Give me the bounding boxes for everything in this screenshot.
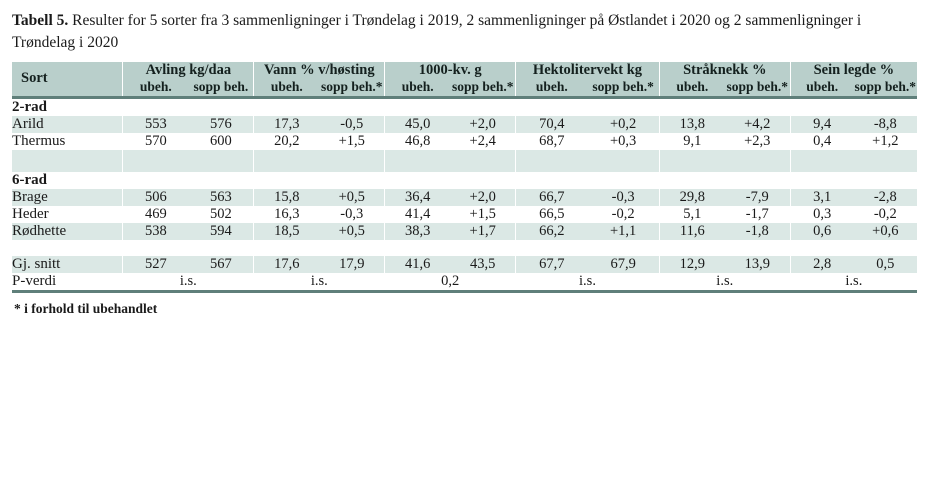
- empty-cell: [854, 99, 917, 116]
- cell-value: -0,2: [854, 206, 917, 223]
- empty-cell: [587, 99, 659, 116]
- spacer-cell: [516, 240, 588, 256]
- spacer-cell: [254, 150, 319, 172]
- cell-value: 17,6: [254, 256, 319, 273]
- cell-value: 70,4: [516, 116, 588, 133]
- table-row: [12, 189, 917, 206]
- cell-value: 68,7: [516, 133, 588, 150]
- cell-value: 66,2: [516, 223, 588, 240]
- cell-value: 13,8: [659, 116, 724, 133]
- cell-value: 600: [188, 133, 253, 150]
- cell-value: 38,3: [385, 223, 450, 240]
- cell-value: -1,8: [725, 223, 790, 240]
- cell-value: 570: [123, 133, 188, 150]
- sub-header-hektoliter-ubeh: ubeh.: [516, 79, 588, 96]
- cell-value-pverdi: i.s.: [254, 273, 385, 290]
- empty-cell: [450, 172, 515, 189]
- cell-value: 9,1: [659, 133, 724, 150]
- sub-header-legde-sopp: sopp beh.*: [854, 79, 917, 95]
- spacer-cell: [385, 240, 450, 256]
- row-label: Arild: [12, 116, 123, 133]
- cell-value: +2,0: [450, 116, 515, 133]
- cell-value: 16,3: [254, 206, 319, 223]
- table-row: [12, 133, 917, 150]
- cell-value: 17,9: [319, 256, 384, 273]
- cell-value: 41,6: [385, 256, 450, 273]
- cell-value: -8,8: [854, 116, 917, 133]
- col-header-sein-legde: Sein legde %: [790, 62, 917, 79]
- table-row: [12, 150, 917, 172]
- row-label-gj-snitt: Gj. snitt: [12, 256, 123, 273]
- cell-value: 66,7: [516, 189, 588, 206]
- cell-value: -1,7: [725, 206, 790, 223]
- cell-value: 527: [123, 256, 188, 273]
- cell-value: 29,8: [659, 189, 724, 206]
- cell-value: 576: [188, 116, 253, 133]
- cell-value: 0,3: [790, 206, 853, 223]
- spacer-cell: [790, 240, 853, 256]
- spacer-cell: [587, 150, 659, 172]
- cell-value: 13,9: [725, 256, 790, 273]
- table-row-pverdi: [12, 273, 917, 290]
- section-title-6rad: 6-rad: [12, 172, 123, 189]
- cell-value: 67,7: [516, 256, 588, 273]
- cell-value: 567: [188, 256, 253, 273]
- spacer-cell: [450, 150, 515, 172]
- cell-value-pverdi: i.s.: [516, 273, 660, 290]
- empty-cell: [587, 172, 659, 189]
- table-group-header-row: [12, 62, 917, 79]
- col-header-hektolitervekt: Hektolitervekt kg: [516, 62, 660, 79]
- cell-value: 0,5: [854, 256, 917, 273]
- table-sub-header-row: [12, 79, 917, 96]
- empty-cell: [790, 99, 853, 116]
- cell-value: 67,9: [587, 256, 659, 273]
- cell-value: 563: [188, 189, 253, 206]
- divider-cell: [12, 290, 917, 293]
- cell-value: 0,4: [790, 133, 853, 150]
- spacer-cell: [516, 150, 588, 172]
- caption-text: Resulter for 5 sorter fra 3 sammenligninger i Trøndelag i 2019, 2 sammenligninger på Østlandet i 2020 og 2 sammenligninger i Trøndelag i 2020: [12, 12, 862, 51]
- cell-value: 45,0: [385, 116, 450, 133]
- spacer-cell: [854, 150, 917, 172]
- cell-value: 41,4: [385, 206, 450, 223]
- cell-value: +0,5: [319, 223, 384, 240]
- empty-cell: [790, 172, 853, 189]
- row-label: Rødhette: [12, 223, 123, 240]
- spacer-cell: [587, 240, 659, 256]
- empty-cell: [123, 99, 188, 116]
- col-header-straknekk: Stråknekk %: [659, 62, 790, 79]
- col-header-vann: Vann % v/høsting: [254, 62, 385, 79]
- cell-value: 506: [123, 189, 188, 206]
- cell-value-pverdi: i.s.: [123, 273, 254, 290]
- cell-value: 17,3: [254, 116, 319, 133]
- cell-value: +0,2: [587, 116, 659, 133]
- spacer-cell: [188, 150, 253, 172]
- cell-value: -2,8: [854, 189, 917, 206]
- cell-value: 36,4: [385, 189, 450, 206]
- caption-label: Tabell 5.: [12, 12, 69, 29]
- empty-cell: [854, 172, 917, 189]
- spacer-cell: [659, 240, 724, 256]
- cell-value: 20,2: [254, 133, 319, 150]
- sub-header-avling-sopp: sopp beh.: [188, 79, 253, 96]
- empty-cell: [385, 172, 450, 189]
- spacer-cell: [725, 150, 790, 172]
- cell-value: +1,5: [450, 206, 515, 223]
- empty-cell: [659, 172, 724, 189]
- table-row: [12, 116, 917, 133]
- cell-value: +0,3: [587, 133, 659, 150]
- cell-value: -0,3: [587, 189, 659, 206]
- cell-value: +2,4: [450, 133, 515, 150]
- cell-value: 11,6: [659, 223, 724, 240]
- cell-value: 18,5: [254, 223, 319, 240]
- empty-cell: [319, 172, 384, 189]
- cell-value: 3,1: [790, 189, 853, 206]
- cell-value: +0,5: [319, 189, 384, 206]
- table-caption: [12, 10, 917, 54]
- spacer-cell: [385, 150, 450, 172]
- cell-value: 0,6: [790, 223, 853, 240]
- cell-value: -0,3: [319, 206, 384, 223]
- col-header-avling: Avling kg/daa: [123, 62, 254, 79]
- cell-value: 12,9: [659, 256, 724, 273]
- empty-cell: [319, 99, 384, 116]
- cell-value: +2,0: [450, 189, 515, 206]
- cell-value: +1,1: [587, 223, 659, 240]
- empty-cell: [450, 99, 515, 116]
- spacer-cell: [12, 150, 123, 172]
- col-header-tusenkorn: 1000-kv. g: [385, 62, 516, 79]
- row-label-pverdi: P-verdi: [12, 273, 123, 290]
- sub-header-vann-sopp: sopp beh.*: [319, 79, 384, 96]
- table-row-summary: [12, 256, 917, 273]
- empty-cell: [188, 99, 253, 116]
- cell-value-pverdi: i.s.: [790, 273, 917, 290]
- spacer-cell: [450, 240, 515, 256]
- empty-cell: [516, 99, 588, 116]
- empty-cell: [725, 99, 790, 116]
- table-row: [12, 172, 917, 189]
- spacer-cell: [123, 150, 188, 172]
- sub-header-tusenkorn-sopp: sopp beh.*: [450, 79, 515, 96]
- cell-value: +4,2: [725, 116, 790, 133]
- section-title-2rad: 2-rad: [12, 99, 123, 116]
- empty-cell: [516, 172, 588, 189]
- results-table: [12, 62, 917, 293]
- sub-header-legde-ubeh: ubeh.: [790, 79, 853, 96]
- spacer-cell: [123, 240, 188, 256]
- empty-cell: [188, 172, 253, 189]
- cell-value: 538: [123, 223, 188, 240]
- table-row: [12, 240, 917, 256]
- table-footnote: * i forhold til ubehandlet: [14, 301, 158, 317]
- cell-value: 502: [188, 206, 253, 223]
- sub-header-tusenkorn-ubeh: ubeh.: [385, 79, 450, 96]
- row-label: Brage: [12, 189, 123, 206]
- cell-value: -0,2: [587, 206, 659, 223]
- cell-value: 2,8: [790, 256, 853, 273]
- spacer-cell: [319, 150, 384, 172]
- col-header-sort: Sort: [12, 62, 123, 96]
- row-label: Thermus: [12, 133, 123, 150]
- empty-cell: [254, 172, 319, 189]
- empty-cell: [385, 99, 450, 116]
- cell-value: +1,5: [319, 133, 384, 150]
- empty-cell: [659, 99, 724, 116]
- cell-value: +1,7: [450, 223, 515, 240]
- table-row: [12, 223, 917, 240]
- cell-value: 5,1: [659, 206, 724, 223]
- empty-cell: [123, 172, 188, 189]
- spacer-cell: [188, 240, 253, 256]
- spacer-cell: [659, 150, 724, 172]
- empty-cell: [725, 172, 790, 189]
- sub-header-hektoliter-sopp: sopp beh.*: [587, 79, 659, 96]
- cell-value: +0,6: [854, 223, 917, 240]
- cell-value-pverdi: 0,2: [385, 273, 516, 290]
- footer-divider: [12, 290, 917, 293]
- cell-value: 9,4: [790, 116, 853, 133]
- cell-value: +1,2: [854, 133, 917, 150]
- cell-value: +2,3: [725, 133, 790, 150]
- cell-value: 66,5: [516, 206, 588, 223]
- cell-value: -7,9: [725, 189, 790, 206]
- cell-value: 469: [123, 206, 188, 223]
- spacer-cell: [319, 240, 384, 256]
- spacer-cell: [725, 240, 790, 256]
- table-row: [12, 99, 917, 116]
- spacer-cell: [790, 150, 853, 172]
- cell-value: 46,8: [385, 133, 450, 150]
- spacer-cell: [254, 240, 319, 256]
- row-label: Heder: [12, 206, 123, 223]
- spacer-cell: [854, 240, 917, 256]
- sub-header-vann-ubeh: ubeh.: [254, 79, 319, 96]
- sub-header-straknekk-ubeh: ubeh.: [659, 79, 724, 96]
- table-row: [12, 206, 917, 223]
- cell-value: 594: [188, 223, 253, 240]
- spacer-cell: [12, 240, 123, 256]
- cell-value: 15,8: [254, 189, 319, 206]
- cell-value: 553: [123, 116, 188, 133]
- cell-value: 43,5: [450, 256, 515, 273]
- cell-value: -0,5: [319, 116, 384, 133]
- empty-cell: [254, 99, 319, 116]
- sub-header-straknekk-sopp: sopp beh.*: [725, 79, 790, 96]
- sub-header-avling-ubeh: ubeh.: [123, 79, 188, 96]
- cell-value-pverdi: i.s.: [659, 273, 790, 290]
